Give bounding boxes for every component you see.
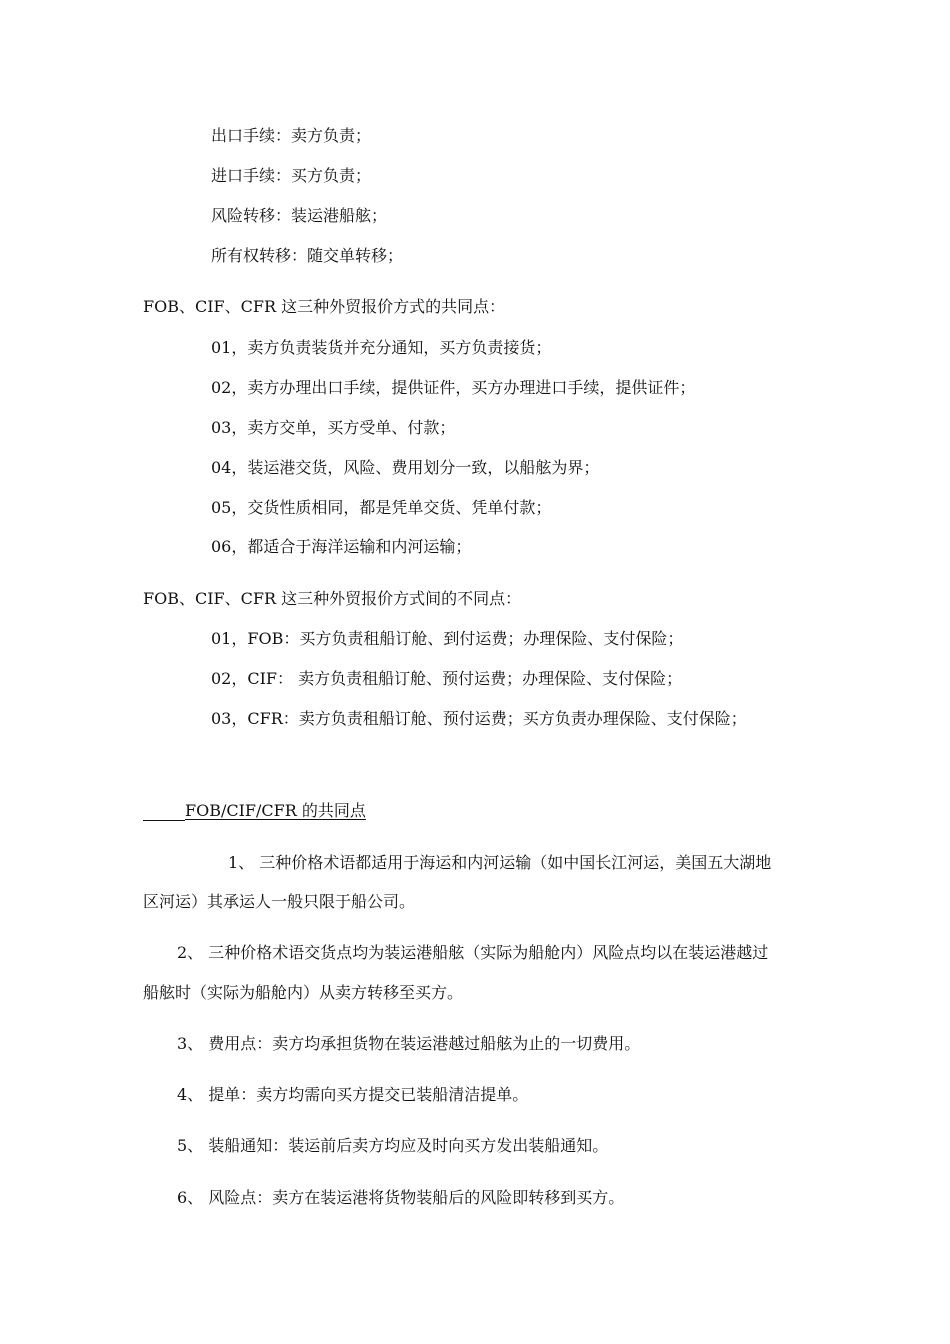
difference-item-fob: 01，FOB：买方负责租船订舱、到付运费；办理保险、支付保险； bbox=[211, 629, 684, 648]
common-point-5: 5、 装船通知：装运前后卖方均应及时向买方发出装船通知。 bbox=[177, 1136, 609, 1155]
similarities-heading: FOB、CIF、CFR 这三种外贸报价方式的共同点： bbox=[143, 297, 506, 316]
import-procedures-line: 进口手续：买方负责； bbox=[211, 166, 372, 185]
similarity-item-03: 03，卖方交单，买方受单、付款； bbox=[211, 418, 456, 437]
similarity-item-02: 02，卖方办理出口手续，提供证件，买方办理进口手续，提供证件； bbox=[211, 378, 696, 397]
common-point-1-line-1: 1、 三种价格术语都适用于海运和内河运输（如中国长江河运，美国五大湖地 bbox=[228, 853, 772, 872]
common-point-4: 4、 提单：卖方均需向买方提交已装船清洁提单。 bbox=[177, 1085, 529, 1104]
ownership-transfer-line: 所有权转移：随交单转移； bbox=[211, 246, 404, 265]
heading-underline-lead bbox=[143, 803, 185, 821]
common-point-3: 3、 费用点：卖方均承担货物在装运港越过船舷为止的一切费用。 bbox=[177, 1034, 641, 1053]
similarity-item-04: 04，装运港交货，风险、费用划分一致，以船舷为界； bbox=[211, 458, 600, 477]
common-point-2-line-1: 2、 三种价格术语交货点均为装运港船舷（实际为船舱内）风险点均以在装运港越过 bbox=[177, 943, 769, 962]
differences-heading: FOB、CIF、CFR 这三种外贸报价方式间的不同点： bbox=[143, 589, 522, 608]
difference-item-cif: 02，CIF： 卖方负责租船订舱、预付运费；办理保险、支付保险； bbox=[211, 669, 683, 688]
similarity-item-05: 05，交货性质相同，都是凭单交货、凭单付款； bbox=[211, 498, 552, 517]
common-points-heading bbox=[143, 801, 366, 821]
common-point-1-line-2: 区河运）其承运人一般只限于船公司。 bbox=[143, 892, 416, 911]
risk-transfer-line: 风险转移：装运港船舷； bbox=[211, 206, 388, 225]
common-point-6: 6、 风险点：卖方在装运港将货物装船后的风险即转移到买方。 bbox=[177, 1188, 625, 1207]
similarity-item-01: 01，卖方负责装货并充分通知，买方负责接货； bbox=[211, 338, 552, 357]
difference-item-cfr: 03，CFR：卖方负责租船订舱、预付运费；买方负责办理保险、支付保险； bbox=[211, 709, 747, 728]
common-points-heading-text: FOB/CIF/CFR 的共同点 bbox=[185, 801, 366, 820]
export-procedures-line: 出口手续：卖方负责； bbox=[211, 126, 372, 145]
similarity-item-06: 06，都适合于海洋运输和内河运输； bbox=[211, 537, 472, 556]
common-point-2-line-2: 船舷时（实际为船舱内）从卖方转移至买方。 bbox=[143, 983, 464, 1002]
